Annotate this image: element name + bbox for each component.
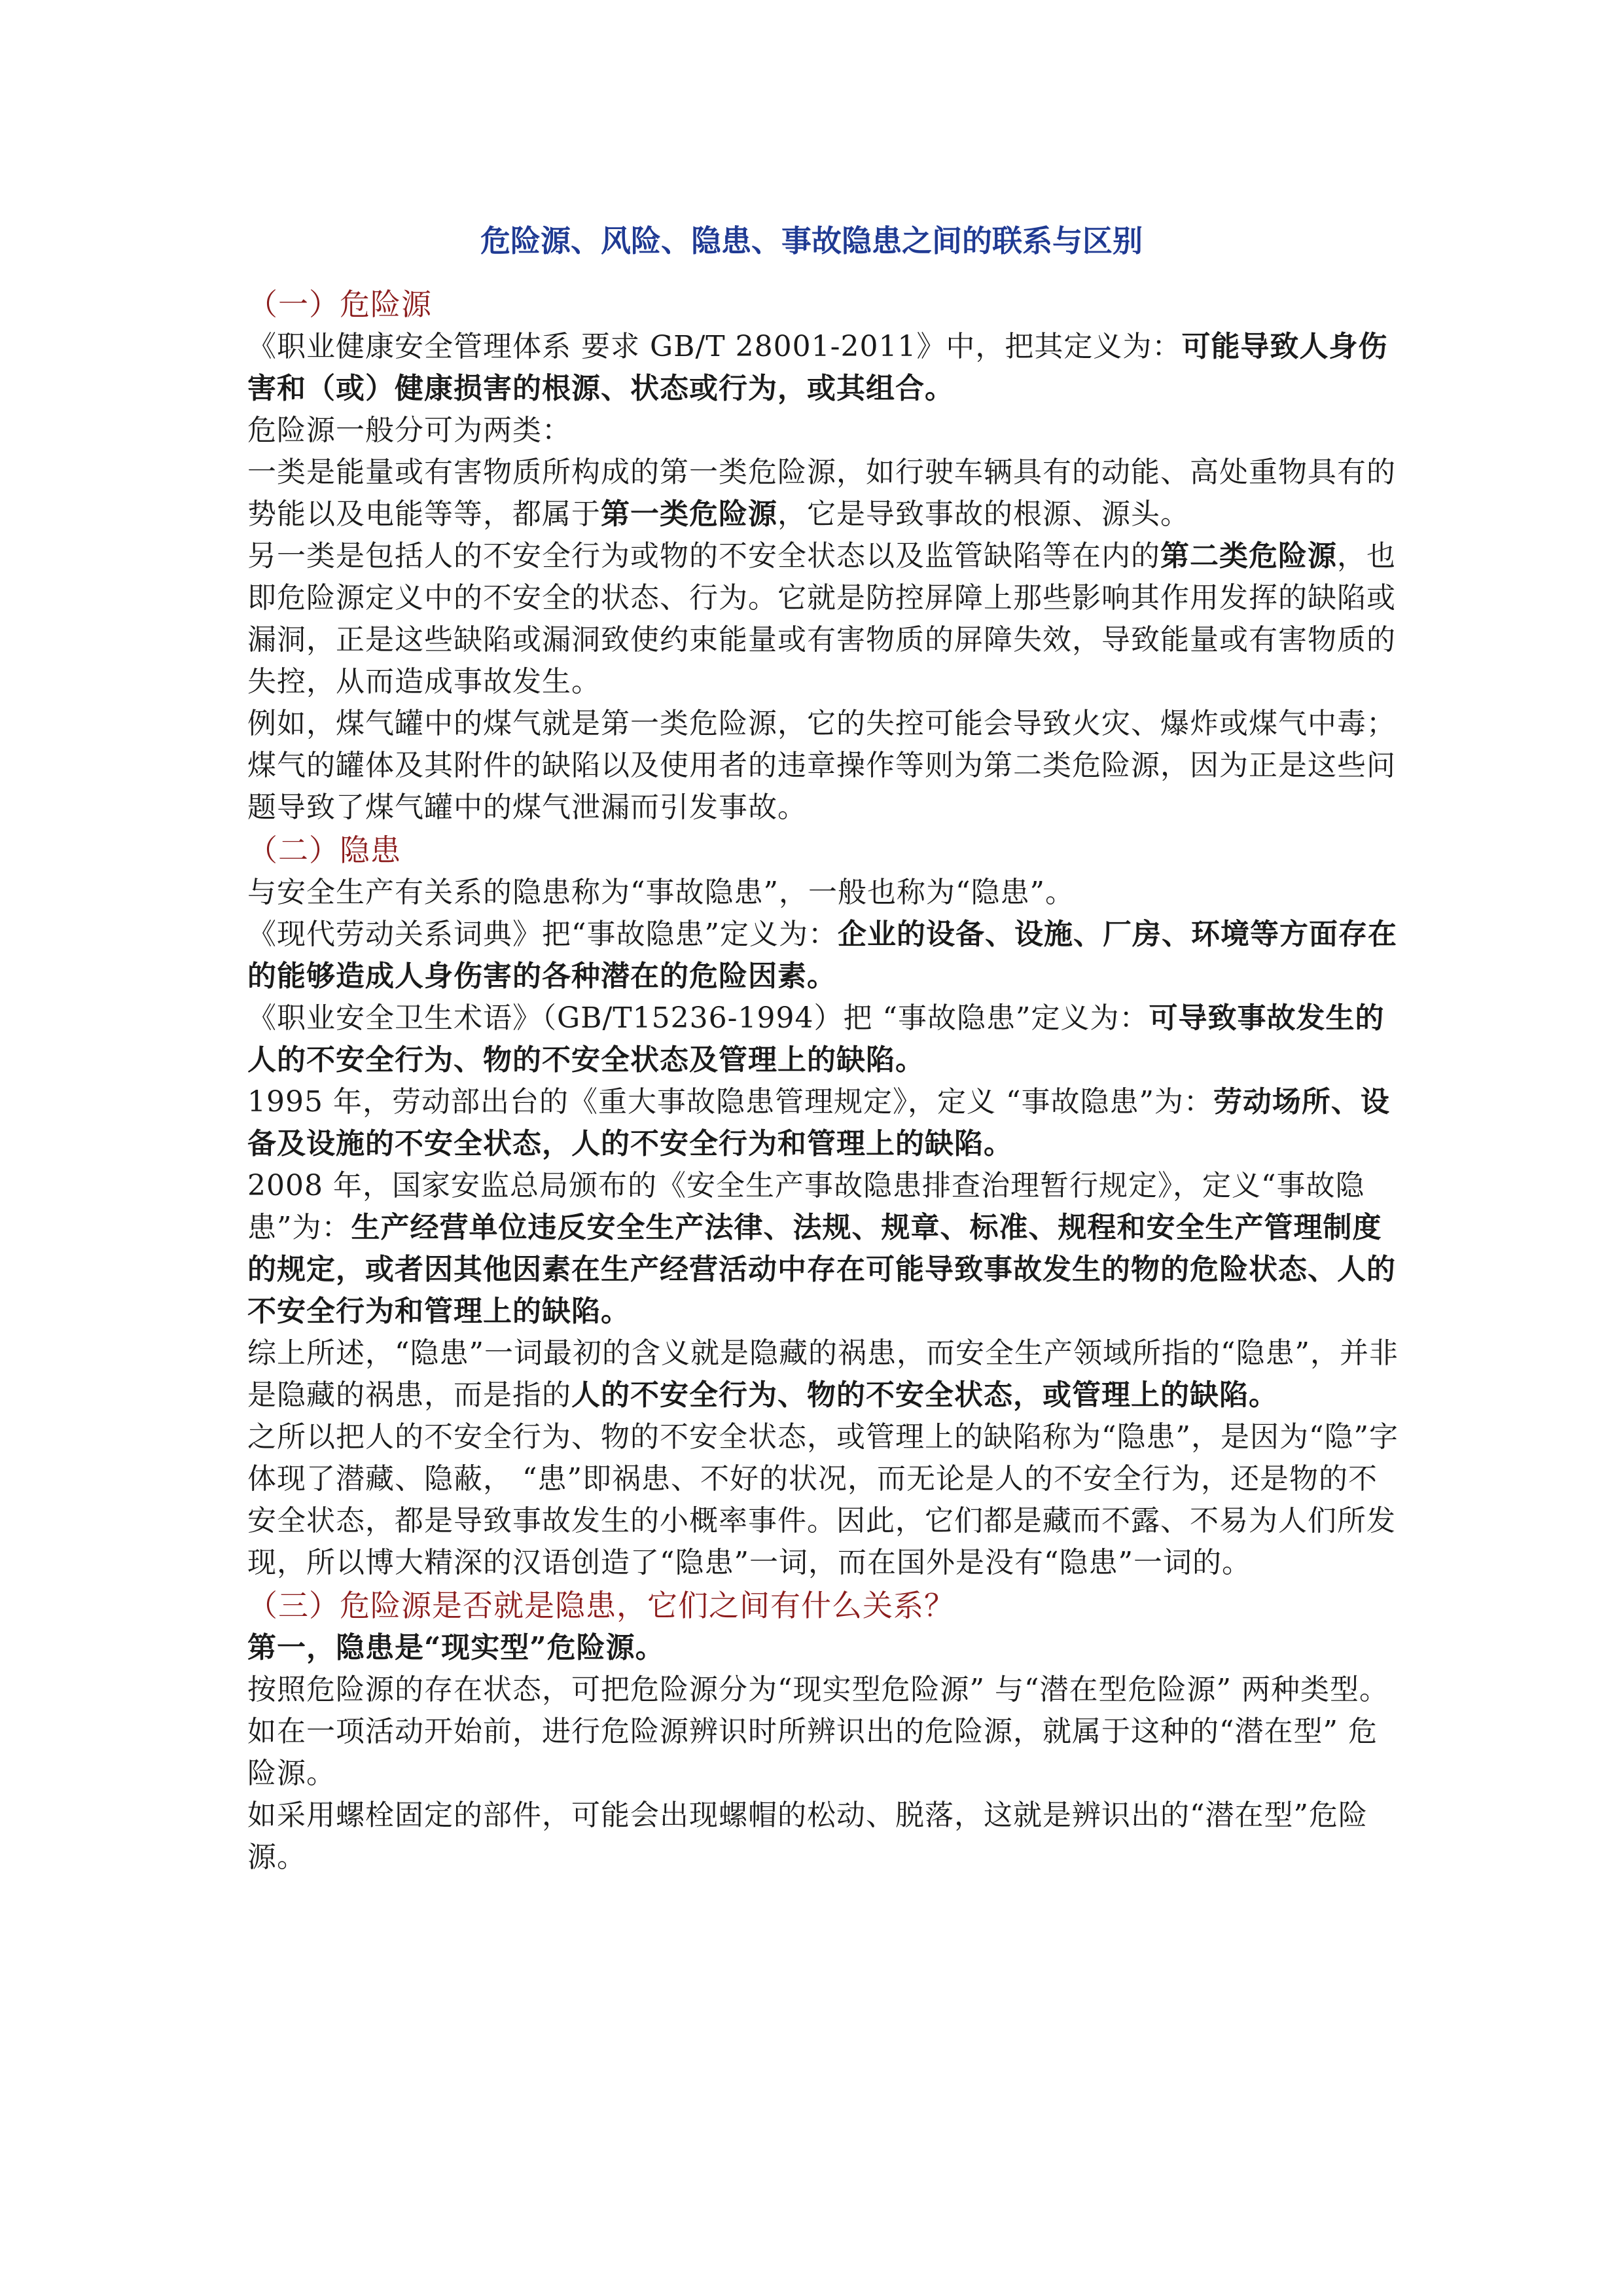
text-run: 另一类是包括人的不安全行为或物的不安全状态以及监管缺陷等在内的 — [247, 539, 1160, 573]
text-run: 2008 年，国家安监总局颁布的《安全生产事故隐患排查治理暂行规定》，定义“事故隐患”为： — [247, 1169, 1365, 1244]
text-run: ，它是导致事故的根源、源头。 — [777, 497, 1190, 531]
paragraph: 例如，煤气罐中的煤气就是第一类危险源，它的失控可能会导致火灾、爆炸或煤气中毒；煤气的罐体及其附件的缺陷以及使用者的违章操作等则为第二类危险源，因为正是这些问题导致了煤气罐中的煤气泄漏而引发事故。 — [247, 707, 1396, 824]
paragraph: 与安全生产有关系的隐患称为“事故隐患”，一般也称为“隐患”。 — [247, 876, 1075, 909]
paragraph — [247, 1333, 1399, 1416]
paragraph — [247, 326, 1399, 410]
paragraph: 如采用螺栓固定的部件，可能会出现螺帽的松动、脱落，这就是辨识出的“潜在型”危险源。 — [247, 1799, 1368, 1874]
definition-bold: 可导致事故发生的人的不安全行为、物的不安全状态及管理上的缺陷。 — [247, 1001, 1385, 1077]
definition-bold: 可能导致人身伤害和（或）健康损害的根源、状态或行为，或其组合。 — [247, 330, 1388, 405]
section-2-heading: （二）隐患 — [247, 833, 401, 868]
subheading: 第一，隐患是“现实型”危险源。 — [247, 1631, 665, 1664]
text-run: 《职业安全卫生术语》（GB/T15236-1994）把 “事故隐患”定义为： — [247, 1001, 1149, 1035]
definition-bold: 企业的设备、设施、厂房、环境等方面存在的能够造成人身伤害的各种潜在的危险因素。 — [247, 918, 1397, 993]
section-3-heading: （三）危险源是否就是隐患，它们之间有什么关系？ — [247, 1588, 955, 1623]
paragraph: 危险源一般分可为两类： — [247, 414, 571, 447]
text-run: 《职业健康安全管理体系 要求 GB/T 28001-2011》中，把其定义为： — [247, 330, 1182, 363]
paragraph — [247, 1165, 1399, 1333]
definition-bold: 生产经营单位违反安全生产法律、法规、规章、标准、规程和安全生产管理制度的规定，或者因其他因素在生产经营活动中存在可能导致事故发生的物的危险状态、人的不安全行为和管理上的缺陷。 — [247, 1211, 1396, 1328]
paragraph — [247, 914, 1399, 997]
text-run: ，也即危险源定义中的不安全的状态、行为。它就是防控屏障上那些影响其作用发挥的缺陷或漏洞，正是这些缺陷或漏洞致使约束能量或有害物质的屏障失效，导致能量或有害物质的失控，从而造成事故发生。 — [247, 539, 1396, 698]
paragraph — [247, 535, 1399, 703]
paragraph — [247, 997, 1399, 1081]
paragraph: 如在一项活动开始前，进行危险源辨识时所辨识出的危险源，就属于这种的“潜在型” 危险源。 — [247, 1715, 1378, 1790]
document-body — [247, 283, 1399, 1878]
paragraph — [247, 452, 1399, 535]
paragraph: 之所以把人的不安全行为、物的不安全状态，或管理上的缺陷称为“隐患”，是因为“隐”字体现了潜藏、隐蔽， “患”即祸患、不好的状况，而无论是人的不安全行为，还是物的不安全状态，都是导致事故发生的小概率事件。因此，它们都是藏而不露、不易为人们所发现，所以博大精深的汉语创造了“隐患”一词，而在国外是没有“隐患”一词的。 — [247, 1420, 1399, 1579]
text-run: 1995 年，劳动部出台的《重大事故隐患管理规定》，定义 “事故隐患”为： — [247, 1085, 1213, 1119]
text-run: 《现代劳动关系词典》把“事故隐患”定义为： — [247, 918, 838, 951]
emphasis-bold: 第二类危险源 — [1160, 539, 1337, 573]
paragraph: 按照危险源的存在状态，可把危险源分为“现实型危险源” 与“潜在型危险源” 两种类型。 — [247, 1673, 1389, 1706]
document-title: 危险源、风险、隐患、事故隐患之间的联系与区别 — [480, 223, 1143, 259]
text-run: 综上所述，“隐患”一词最初的含义就是隐藏的祸患，而安全生产领域所指的“隐患”，并非是隐藏的祸患，而是指的 — [247, 1336, 1399, 1412]
text-run: 一类是能量或有害物质所构成的第一类危险源，如行驶车辆具有的动能、高处重物具有的势能以及电能等等，都属于 — [247, 456, 1396, 531]
paragraph — [247, 1081, 1399, 1165]
definition-bold: 劳动场所、设备及设施的不安全状态，人的不安全行为和管理上的缺陷。 — [247, 1085, 1390, 1160]
emphasis-bold: 人的不安全行为、物的不安全状态，或管理上的缺陷。 — [571, 1378, 1278, 1412]
section-1-heading: （一）危险源 — [247, 287, 432, 322]
emphasis-bold: 第一类危险源 — [601, 497, 777, 531]
